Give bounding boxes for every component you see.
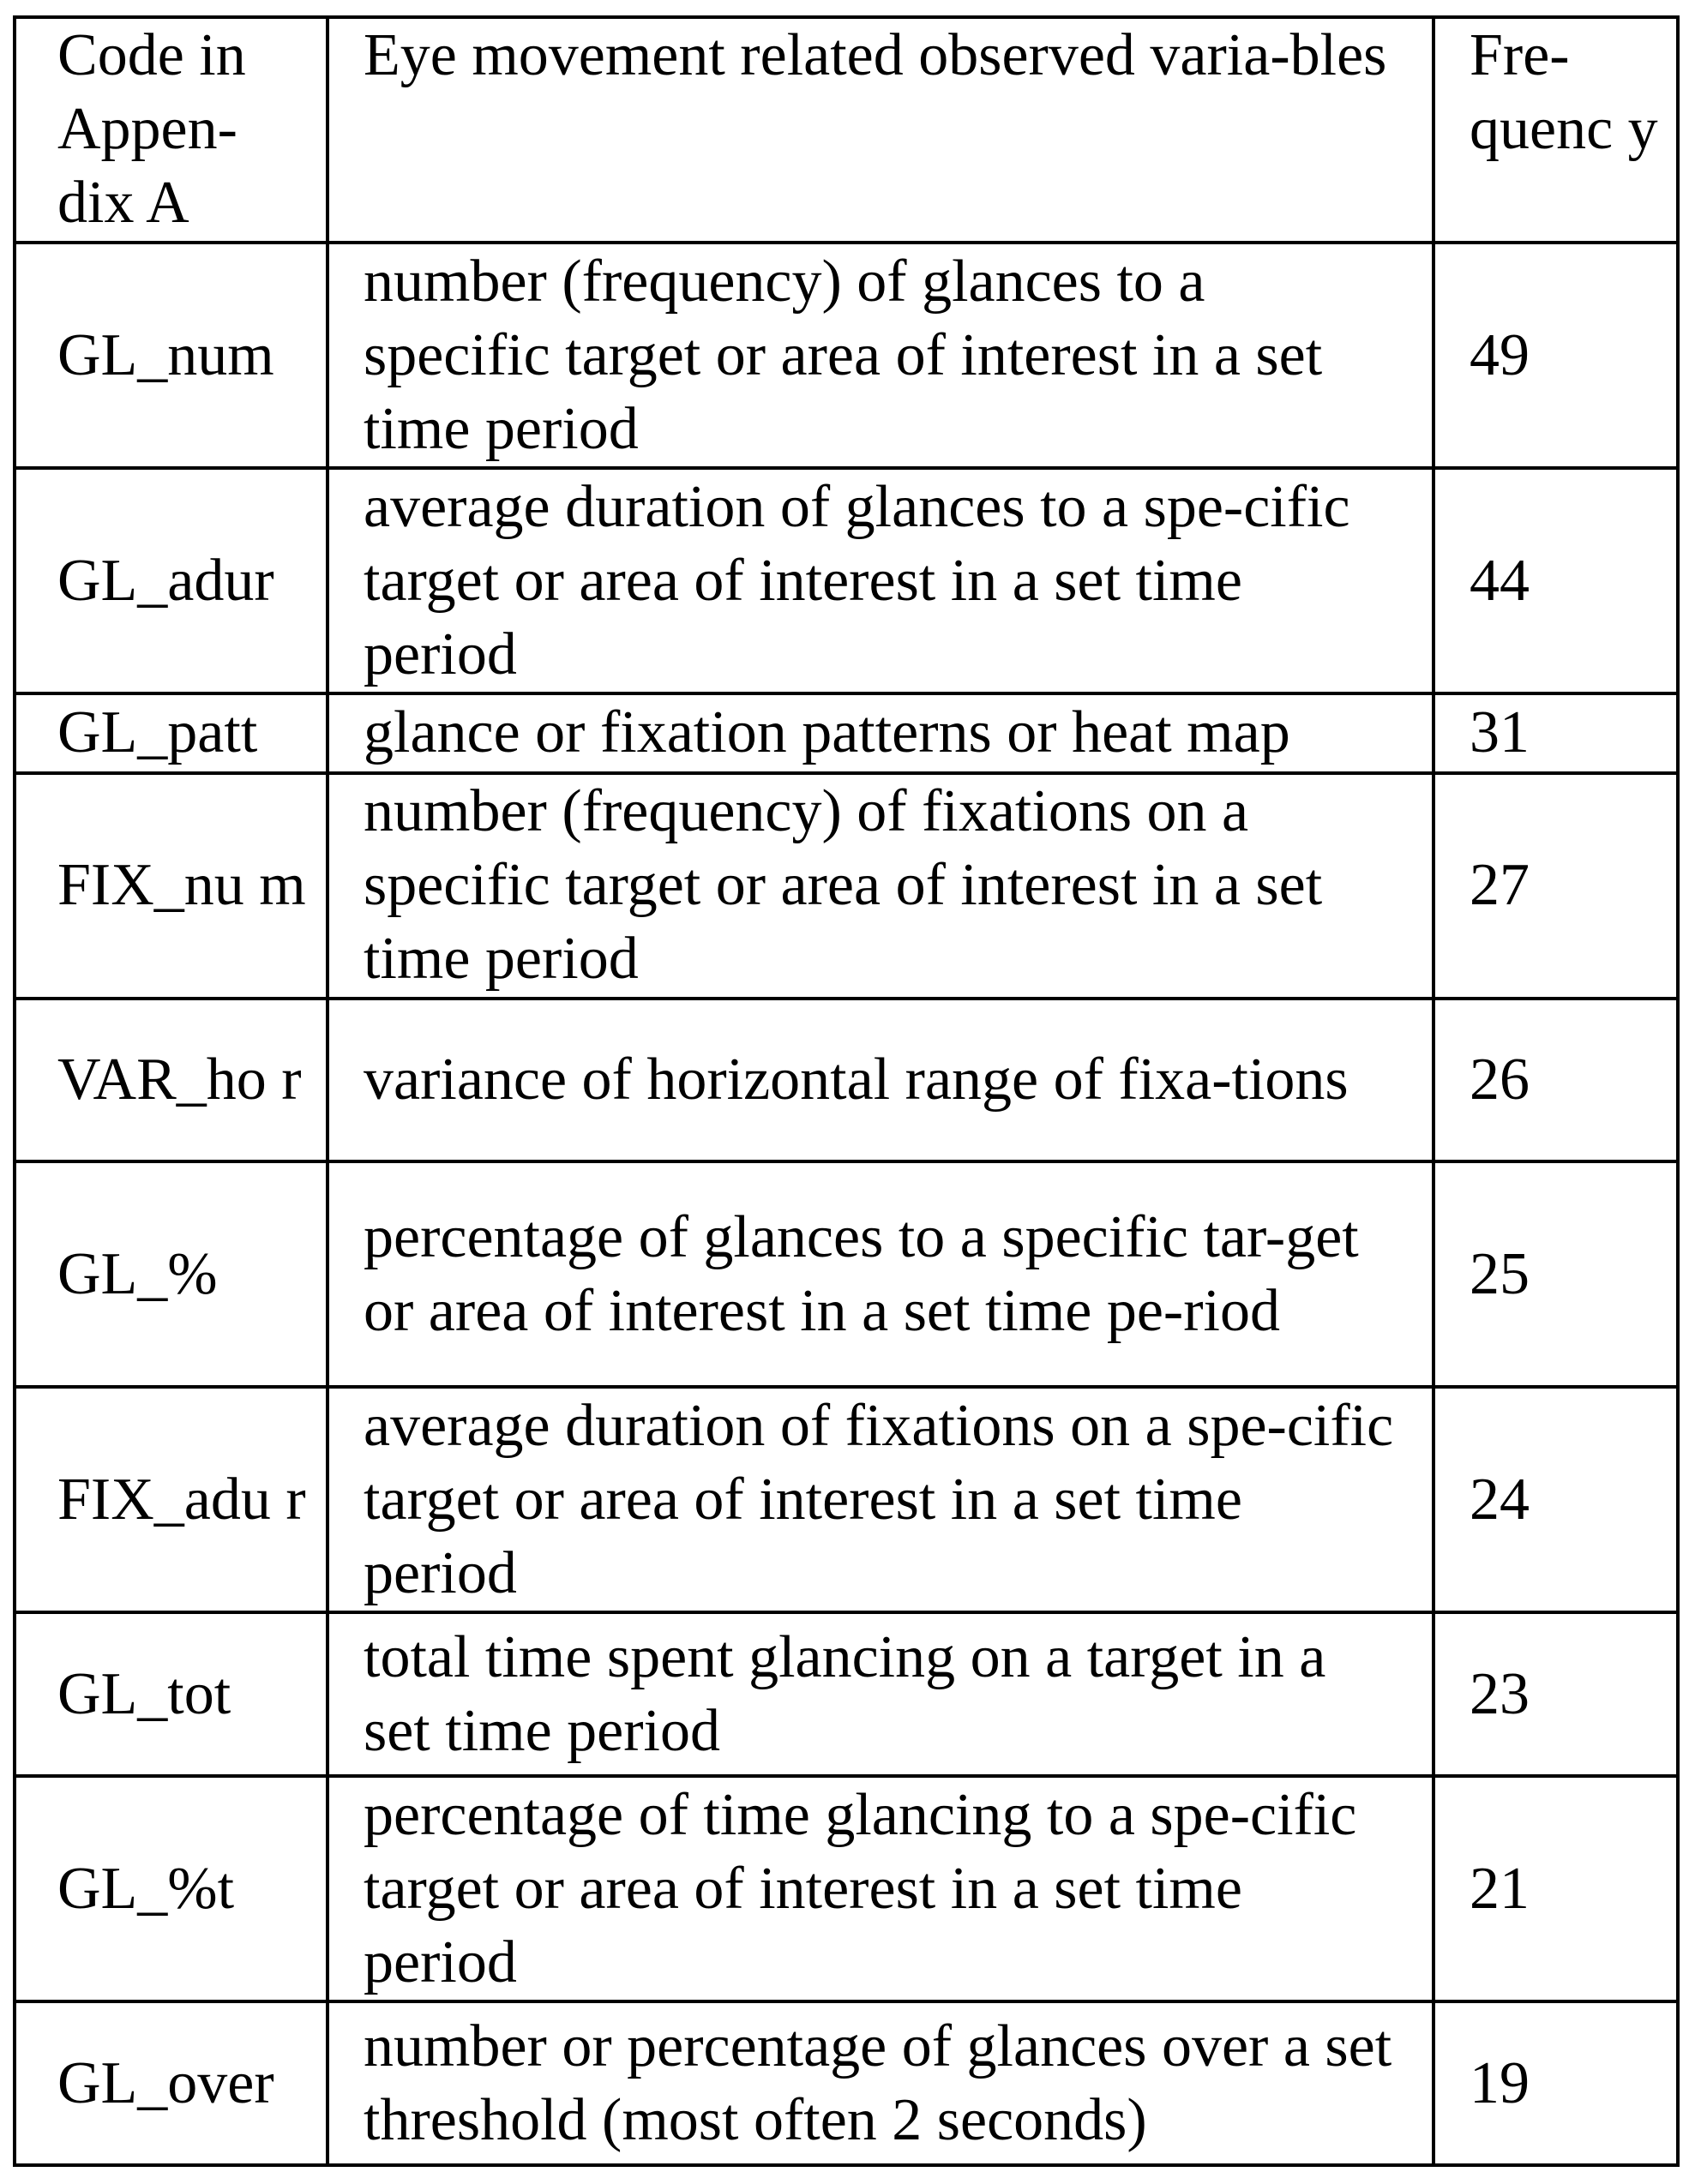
table-row xyxy=(15,468,1678,693)
code-cell: GL_num xyxy=(15,243,328,468)
code-cell: GL_% xyxy=(15,1161,328,1387)
code-cell: GL_adur xyxy=(15,468,328,693)
frequency-cell: 21 xyxy=(1434,1776,1678,2001)
eye-movement-variables-table xyxy=(13,15,1680,2167)
code-cell: GL_%t xyxy=(15,1776,328,2001)
table-row xyxy=(15,1161,1678,1387)
frequency-cell: 24 xyxy=(1434,1387,1678,1612)
code-cell: GL_tot xyxy=(15,1612,328,1776)
table-row xyxy=(15,999,1678,1162)
frequency-cell: 26 xyxy=(1434,999,1678,1162)
code-cell: VAR_ho r xyxy=(15,999,328,1162)
header-frequency: Fre-quenc y xyxy=(1434,17,1678,243)
variable-cell: number (frequency) of glances to a specific target or area of interest in a set time period xyxy=(328,243,1434,468)
variables-table-container xyxy=(13,15,1676,2167)
table-row xyxy=(15,1776,1678,2001)
table-row xyxy=(15,1612,1678,1776)
variable-cell: average duration of glances to a spe-cific target or area of interest in a set time period xyxy=(328,468,1434,693)
header-row xyxy=(15,17,1678,243)
variable-cell: total time spent glancing on a target in a set time period xyxy=(328,1612,1434,1776)
variable-cell: percentage of time glancing to a spe-cific target or area of interest in a set time period xyxy=(328,1776,1434,2001)
frequency-cell: 27 xyxy=(1434,773,1678,999)
header-variable: Eye movement related observed varia-bles xyxy=(328,17,1434,243)
variable-cell: glance or fixation patterns or heat map xyxy=(328,693,1434,772)
variable-cell: average duration of fixations on a spe-cific target or area of interest in a set time period xyxy=(328,1387,1434,1612)
frequency-cell: 25 xyxy=(1434,1161,1678,1387)
code-cell: GL_patt xyxy=(15,693,328,772)
table-row xyxy=(15,773,1678,999)
frequency-cell: 19 xyxy=(1434,2001,1678,2165)
header-code: Code in Appen-dix A xyxy=(15,17,328,243)
table-row xyxy=(15,2001,1678,2165)
variable-cell: number or percentage of glances over a set threshold (most often 2 seconds) xyxy=(328,2001,1434,2165)
code-cell: GL_over xyxy=(15,2001,328,2165)
frequency-cell: 44 xyxy=(1434,468,1678,693)
code-cell: FIX_nu m xyxy=(15,773,328,999)
variable-cell: percentage of glances to a specific tar-get or area of interest in a set time pe-riod xyxy=(328,1161,1434,1387)
frequency-cell: 49 xyxy=(1434,243,1678,468)
variable-cell: variance of horizontal range of fixa-tions xyxy=(328,999,1434,1162)
frequency-cell: 31 xyxy=(1434,693,1678,772)
variable-cell: number (frequency) of fixations on a specific target or area of interest in a set time period xyxy=(328,773,1434,999)
table-row xyxy=(15,243,1678,468)
table-row xyxy=(15,1387,1678,1612)
table-row xyxy=(15,693,1678,772)
code-cell: FIX_adu r xyxy=(15,1387,328,1612)
frequency-cell: 23 xyxy=(1434,1612,1678,1776)
